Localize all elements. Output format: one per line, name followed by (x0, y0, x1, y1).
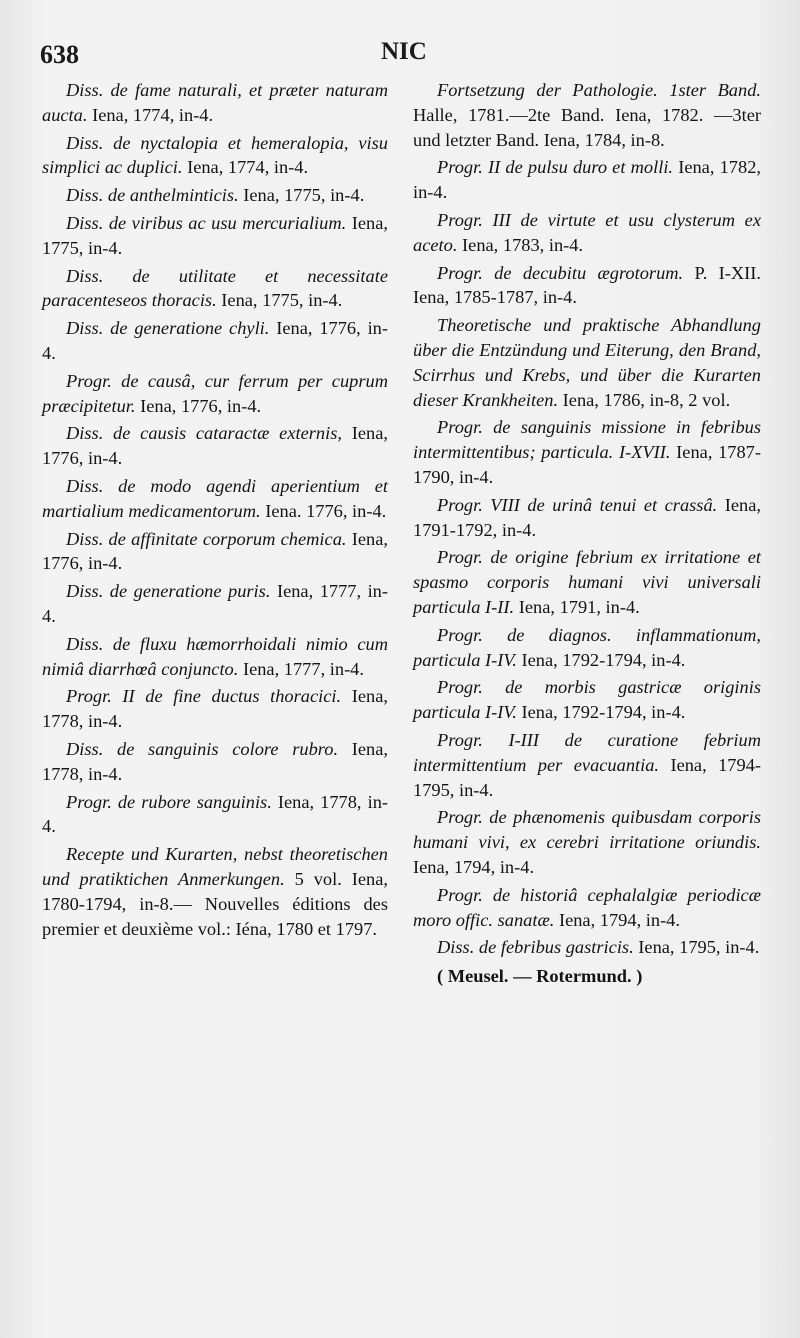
entry-publication-details: P. I-XII. Iena, 1785-1787, in-4. (413, 262, 761, 308)
entry-title: Progr. II de pulsu duro et molli. (437, 157, 674, 178)
entry-publication-details: Iena, 1783, in-4. (457, 234, 584, 255)
bibliography-entry (42, 183, 388, 208)
bibliography-entry (413, 493, 761, 543)
entry-publication-details: Iena, 1775, in-4. (216, 290, 343, 311)
entry-publication-details: Iena, 1792-1794, in-4. (516, 649, 686, 670)
entry-title: Progr. de causâ, cur ferrum per cuprum præcipitetur. (42, 370, 388, 416)
entry-publication-details: Iena, 1778, in-4. (42, 686, 388, 732)
entry-title: Progr. de phænomenis quibusdam corporis humani vivi, ex cerebri irritatione oriundis. (413, 807, 761, 853)
running-head-word: NIC (381, 38, 427, 65)
entry-publication-details: Iena, 1775, in-4. (238, 185, 365, 206)
entry-title: Progr. de decubitu ægrotorum. (437, 262, 684, 283)
entry-title: Progr. II de fine ductus thoracici. (66, 686, 342, 707)
entry-title: Diss. de generatione puris. (66, 581, 271, 602)
entry-publication-details: Iena, 1776, in-4. (42, 528, 388, 574)
bibliography-entry (413, 545, 761, 619)
entry-title: Progr. de rubore sanguinis. (66, 791, 272, 812)
entry-title: Theoretische und praktische Abhandlung über die Entzündung und Eiterung, den Brand, Scirrhus und Krebs, und über die Kurarten dieser Krankheiten. (413, 315, 761, 410)
entry-title: Progr. de historiâ cephalalgiæ periodicæ moro offic. sanatæ. (413, 884, 761, 930)
entry-title: Progr. I-III de curatione febrium intermittentium per evacuantia. (413, 729, 761, 775)
bibliography-entry (42, 264, 388, 314)
bibliography-entry (42, 842, 388, 941)
bibliography-entry (413, 415, 761, 489)
bibliography-entry (413, 313, 761, 412)
running-head (0, 0, 800, 70)
entry-publication-details: Iena, 1782, in-4. (413, 157, 761, 203)
bibliography-entry (42, 78, 388, 128)
entry-publication-details: Iena, 1775, in-4. (42, 212, 389, 258)
entry-title: Diss. de anthelminticis. (66, 185, 239, 206)
entry-publication-details: 5 vol. Iena, 1780-1794, in-8.— Nouvelles éditions des premier et deuxième vol.: Iéna, 1780 et 1797. (42, 868, 388, 939)
bibliography-entry (413, 883, 761, 933)
entry-publication-details: Iena, 1776, in-4. (42, 318, 388, 363)
bibliography-entry (413, 261, 761, 311)
entry-title: Diss. de generatione chyli. (66, 318, 270, 339)
entry-publication-details: Iena. 1776, in-4. (260, 500, 387, 521)
bibliography-entry (42, 790, 388, 840)
bibliography-entry (42, 316, 388, 366)
bibliography-entry (413, 78, 761, 152)
entry-title: Diss. de febribus gastricis. (437, 937, 634, 958)
bibliography-entry (42, 684, 388, 734)
bibliography-entry (42, 421, 388, 471)
bibliography-entry (413, 623, 761, 673)
source-attribution: ( Meusel. — Rotermund. ) (437, 966, 643, 987)
bibliography-entry (413, 728, 761, 802)
entry-title: Progr. de diagnos. inflammationum, particula I-IV. (413, 624, 761, 670)
entry-title: Diss. de modo agendi aperientium et martialium medicamentorum. (42, 475, 388, 521)
bibliography-entry (42, 131, 388, 181)
entry-title: Diss. de nyctalopia et hemeralopia, visu simplici ac duplici. (42, 132, 388, 178)
entry-title: Progr. de origine febrium ex irritatione et spasmo corporis humani vivi universali particula I-II. (413, 547, 761, 617)
entry-publication-details: Iena, 1774, in-4. (182, 157, 309, 178)
entry-publication-details: Iena, 1774, in-4. (87, 104, 214, 125)
entry-publication-details: Iena, 1787-1790, in-4. (413, 442, 761, 487)
entry-title: Progr. de morbis gastricæ originis particula I-IV. (413, 677, 761, 723)
bibliography-entry (42, 369, 388, 419)
entry-title: Progr. VIII de urinâ tenui et crassâ. (437, 494, 718, 515)
entry-publication-details: Iena, 1778, in-4. (42, 791, 389, 837)
entry-title: Diss. de fluxu hæmorrhoidali nimio cum nimiâ diarrhœâ conjuncto. (42, 633, 388, 679)
entry-publication-details: Iena, 1776, in-4. (42, 423, 388, 469)
entry-title: Diss. de fame naturali, et præter naturam aucta. (42, 80, 388, 125)
bibliography-entry (42, 737, 388, 787)
entry-publication-details: Iena, 1777, in-4. (42, 581, 388, 626)
bibliography-entry (413, 675, 761, 725)
page-number: 638 (40, 40, 79, 69)
bibliography-entry (413, 208, 761, 258)
entry-publication-details: Iena, 1794-1795, in-4. (413, 754, 762, 800)
bibliography-entry (42, 474, 388, 524)
entry-title: Progr. III de virtute et usu clysterum ex aceto. (413, 209, 761, 255)
bibliography-entry (413, 935, 761, 960)
entry-title: Diss. de affinitate corporum chemica. (66, 528, 347, 549)
entry-title: Diss. de viribus ac usu mercurialium. (66, 212, 347, 233)
entry-title: Diss. de utilitate et necessitate paracenteseos thoracis. (42, 265, 388, 311)
bibliography-entry (413, 805, 761, 879)
bibliography-entry (42, 211, 388, 261)
left-column (42, 78, 388, 944)
bibliography-entry (42, 527, 388, 577)
entry-publication-details: Iena, 1778, in-4. (42, 738, 388, 784)
entry-publication-details: Iena, 1786, in-8, 2 vol. (558, 389, 731, 410)
entry-publication-details: Iena, 1794, in-4. (413, 856, 535, 877)
bibliography-entry (42, 579, 388, 629)
entry-publication-details: Iena, 1777, in-4. (238, 658, 364, 679)
entry-publication-details: Iena, 1792-1794, in-4. (516, 702, 686, 723)
entry-publication-details: Halle, 1781.—2te Band. Iena, 1782. —3ter und letzter Band. Iena, 1784, in-8. (413, 104, 761, 150)
right-column (413, 78, 761, 992)
bibliography-entry (42, 632, 388, 682)
entry-title: Progr. de sanguinis missione in febribus intermittentibus; particula. I-XVII. (413, 417, 761, 463)
entry-title: Diss. de sanguinis colore rubro. (66, 738, 339, 759)
entry-publication-details: Iena, 1776, in-4. (135, 395, 262, 416)
entry-title: Diss. de causis cataractæ externis, (66, 423, 342, 444)
entry-publication-details: Iena, 1795, in-4. (633, 937, 760, 958)
entry-title: Fortsetzung der Pathologie. 1ster Band. (437, 80, 761, 100)
entry-publication-details: Iena, 1791-1792, in-4. (413, 494, 762, 540)
entry-publication-details: Iena, 1794, in-4. (554, 909, 680, 930)
entry-publication-details: Iena, 1791, in-4. (514, 596, 640, 617)
entry-title: Recepte und Kurarten, nebst theoretischen und pratiktichen Anmerkungen. (42, 844, 388, 889)
bibliography-entry (413, 155, 761, 205)
